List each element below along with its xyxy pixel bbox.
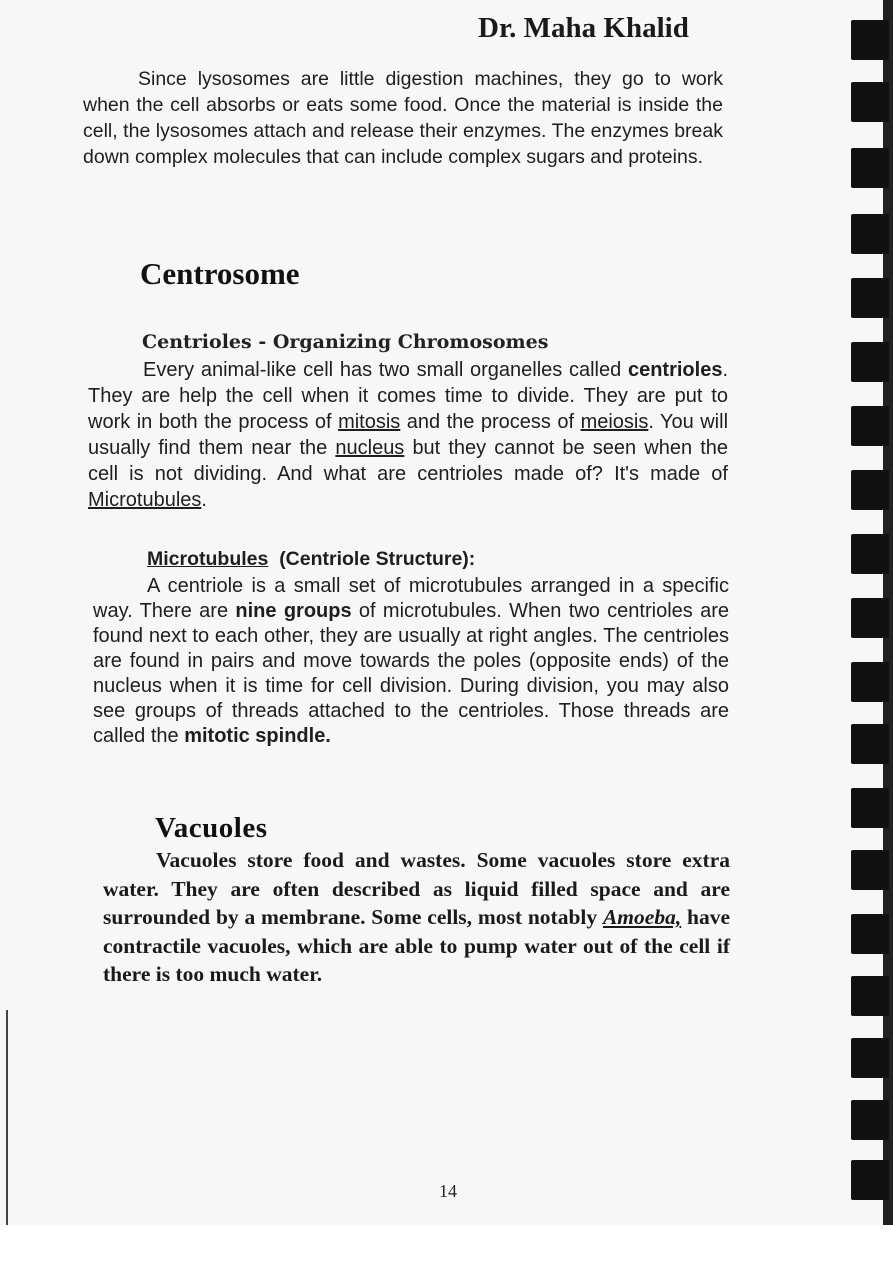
page-number: 14 [439,1181,457,1201]
microtubules-paragraph [93,574,729,749]
lysosome-text: Since lysosomes are little digestion machines, they go to work when the cell absorbs or eats some food. Once the material is inside the cell, the lysosomes attach and release their enzymes. The enzymes break down complex molecules that can include complex sugars and proteins. [83,68,723,168]
page-edge-line [6,1010,8,1225]
term-centrioles: centrioles [627,359,723,381]
text-run: . They are help the cell when it comes time to divide. They are put to work in both the process of [88,359,728,433]
spiral-binding [835,0,893,1225]
text-run: of microtubules. When two centrioles are found next to each other, they are usually at right angles. The centrioles are found in pairs and move towards the poles (opposite ends) of the nucleus when it is time for cell division. During division, you may also see groups of threads attached to the centrioles. Those threads are called the [93,600,729,747]
link-mitosis[interactable]: mitosis [338,411,401,433]
microtubules-subheading-link[interactable]: Microtubules [147,548,269,570]
term-nine-groups: nine groups [235,600,352,622]
text-run: but they cannot be seen when the cell is not dividing. And what are centrioles made of? It's made of [88,437,728,485]
centrosome-heading: Centrosome [140,256,300,291]
vacuoles-paragraph [103,846,730,989]
text-run: . [201,489,207,511]
term-amoeba: Amoeba, [602,905,682,929]
term-mitotic-spindle: mitotic spindle. [184,725,331,747]
link-meiosis[interactable]: meiosis [580,411,649,433]
vacuoles-heading: Vacuoles [155,812,268,844]
text-run: Vacuoles store food and wastes. Some vacuoles store extra water. They are often described as liquid filled space and are surrounded by a membrane. Some cells, most notably [103,848,730,929]
microtubules-subheading [147,548,475,571]
text-run: . You will usually find them near the [88,411,729,459]
text-run: have contractile vacuoles, which are able to pump water out of the cell if there is too much water. [103,905,731,986]
lysosome-paragraph [83,66,723,170]
link-nucleus[interactable]: nucleus [335,437,405,459]
centrioles-subheading: Centrioles - Organizing Chromosomes [142,331,549,353]
page-bottom-margin [0,1225,893,1263]
link-microtubules[interactable]: Microtubules [88,489,202,511]
centrioles-paragraph [88,357,728,513]
author-header: Dr. Maha Khalid [478,12,689,44]
text-run: Every animal-like cell has two small organelles called [143,359,622,381]
microtubules-subheading-rest: (Centriole Structure): [279,548,476,570]
text-run: A centriole is a small set of microtubules arranged in a specific way. There are [93,575,729,622]
text-run: and the process of [406,411,575,433]
